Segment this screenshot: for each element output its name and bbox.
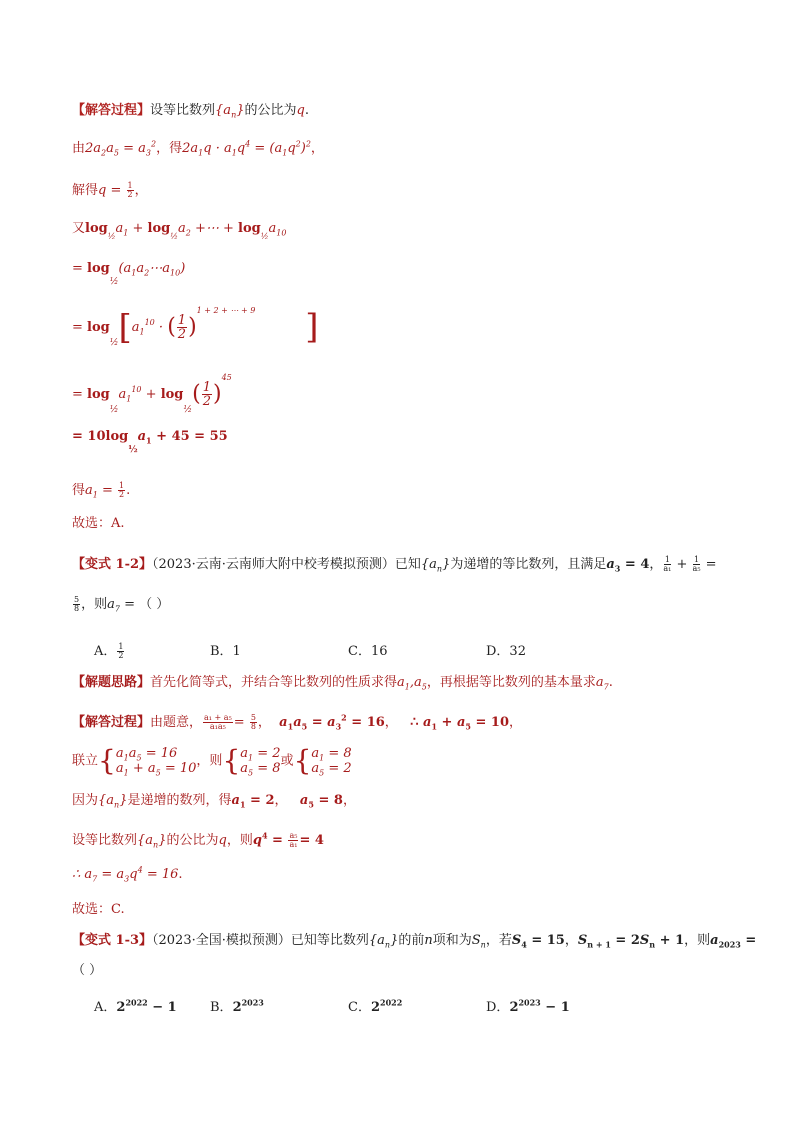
variant12-line2: $\frac{5}{8}$ ，则$a_7$ = （ ） xyxy=(74,595,170,614)
idea12-line: 【解题思路】首先化简等式，并结合等比数列的性质求得$a_1,a_5$，再根据等比数列的基本量求$a_7$. xyxy=(72,675,613,692)
solution12-line1: 【解答过程】由题意， $\frac{\text{a₁ + a₅}}{\text{a₁a₅}}$ = $\frac{5}{8}$ ， $a_1a_5 = a_3^2 = 16$， ∴ $a_1 + a_5 = 10$， xyxy=(72,712,523,732)
solution1-answer: 故选：A. xyxy=(72,516,125,531)
solution1-line6: = $\log_{\frac{1}{2}}[a_1^{10}$ · ( $\frac{1}{2}$ )$^{1 + 2 + \cdots + 9}$ ] xyxy=(72,305,319,348)
variant12-option-d[interactable]: D．32 xyxy=(486,644,526,659)
solution1-line5: = $\log_{\frac{1}{2}}(a_1a_2\cdots a_{10})$ xyxy=(72,261,186,287)
solution1-line4: 又$\log_{\frac{1}{2}}a_1 + \log_{\frac{1}{2}}a_2$ +⋯ + $\log_{\frac{1}{2}}a_{10}$ xyxy=(72,221,287,241)
variant13-option-d[interactable]: D．$2^{2023} - 1$ xyxy=(486,997,570,1015)
variant13-label: 【变式 1-3】 xyxy=(72,933,153,948)
variant13-option-b[interactable]: B．$2^{2023}$ xyxy=(210,997,264,1015)
solution12-answer: 故选：C. xyxy=(72,902,125,917)
variant12-option-a[interactable]: A． $\frac{1}{2}$ xyxy=(94,642,124,660)
idea-label: 【解题思路】 xyxy=(72,675,151,690)
solution1-line2: 由$2a_2a_5 = a_3^2$，得$2a_1q \cdot a_1q^4 = (a_1q^2)^2$， xyxy=(72,139,324,158)
variant13-option-c[interactable]: C．$2^{2022}$ xyxy=(348,997,403,1015)
variant13-option-a[interactable]: A．$2^{2022} - 1$ xyxy=(94,997,177,1015)
variant12-line1: 【变式 1-2】（2023·云南·云南师大附中校考模拟预测）已知$\{a_n\}$为递增的等比数列，且满足$a_3 = 4$， $\frac{1}{\text{a₁}}$ + $\frac{1}{\text{a₅}}$ = xyxy=(72,555,717,574)
solution12-line3: 因为$\{a_n\}$是递增的数列，得$a_1 = 2$， $a_5 = 8$， xyxy=(72,793,356,810)
variant12-label: 【变式 1-2】 xyxy=(72,557,153,572)
solution1-line3: 解得q = $\frac{1}{2}$ ， xyxy=(72,181,148,199)
solution12-line4: 设等比数列$\{a_n\}$的公比为q，则$q^4$ = $\frac{\text{a₅}}{\text{a₁}}$ = 4 xyxy=(72,830,324,850)
solution12-line2: 联立 { $a_1a_5 = 16$ $a_1 + a_5 = 10$ ，则 { $a_1 = 2$ $a_5 = 8$ 或 { $a_1 = 8$ $a_5 = 2$ xyxy=(72,744,352,778)
solution1-line7: = $\log_{\frac{1}{2}}a_1^{10} + \log_{\frac{1}{2}}$( $\frac{1}{2}$ )$^{45}$ xyxy=(72,373,232,415)
variant13-line1: 【变式 1-3】（2023·全国·模拟预测）已知等比数列$\{a_n\}$的前n项和为$S_n$，若$S_4 = 15$，$S_{n + 1} = 2S_n + 1$，则$a_{2023}$ = xyxy=(72,933,757,950)
variant13-line2: （ ） xyxy=(72,963,103,978)
solution-label: 【解答过程】 xyxy=(72,715,151,730)
solution1-line1: 【解答过程】设等比数列$\{a_n\}$的公比为q. xyxy=(72,103,309,120)
solution12-line5: ∴ $a_7 = a_3q^4 = 16$. xyxy=(72,865,183,884)
variant12-option-c[interactable]: C．16 xyxy=(348,644,388,659)
solution1-line9: 得$a_1$ = $\frac{1}{2}$ . xyxy=(72,481,131,500)
solution-label: 【解答过程】 xyxy=(72,103,151,118)
solution1-line8: = $10\log_{\frac{1}{2}}a_1 + 45 = 55$ xyxy=(72,429,228,455)
variant12-option-b[interactable]: B．1 xyxy=(210,644,241,659)
